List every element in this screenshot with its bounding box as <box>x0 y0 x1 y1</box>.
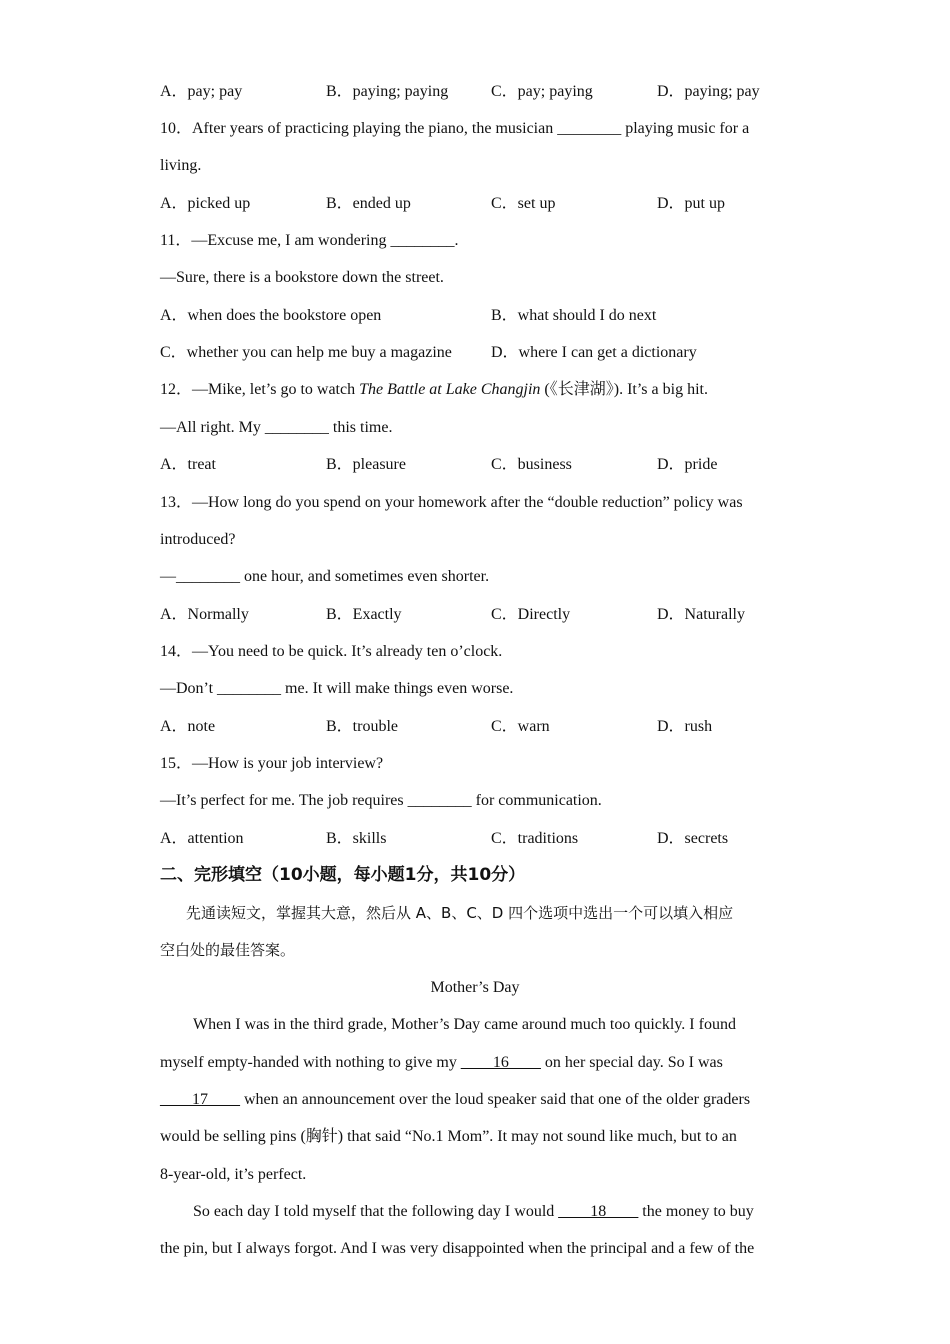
p2-line1-text-a: So each day I told myself that the following day I would <box>193 1203 559 1220</box>
p2-line1 <box>193 1202 754 1222</box>
p1-line4: would be selling pins (胸针) that said “No.1 Mom”. It may not sound like much, but to an <box>160 1128 737 1145</box>
q13-option-a[interactable]: A．Normally <box>160 606 249 623</box>
q9-option-d[interactable]: D．paying; pay <box>657 83 760 100</box>
instruction-line2: 空白处的最佳答案。 <box>160 941 296 959</box>
p1-line3-text-b: when an announcement over the loud speaker said that one of the older graders <box>240 1091 751 1108</box>
q12-option-a[interactable]: A．treat <box>160 456 216 473</box>
q14-option-c[interactable]: C．warn <box>491 718 550 735</box>
q10-stem-line2: living. <box>160 157 202 174</box>
q13-stem-line3: —________ one hour, and sometimes even shorter. <box>160 568 490 585</box>
q11-stem-line2: —Sure, there is a bookstore down the street. <box>160 269 444 286</box>
q12-option-b[interactable]: B．pleasure <box>326 456 406 473</box>
q12-stem-prefix: 12．—Mike, let’s go to watch <box>160 381 360 398</box>
q9-option-b[interactable]: B．paying; paying <box>326 83 449 100</box>
instruction-line1: 先通读短文，掌握其大意，然后从 A、B、C、D 四个选项中选出一个可以填入相应 <box>186 904 734 922</box>
q12-option-c[interactable]: C．business <box>491 456 572 473</box>
q13-option-d[interactable]: D．Naturally <box>657 606 745 623</box>
q10-option-a[interactable]: A．picked up <box>160 195 251 212</box>
q14-stem-line1: 14．—You need to be quick. It’s already ten o’clock. <box>160 643 503 660</box>
section-heading: 二、完形填空（10小题，每小题1分，共10分） <box>160 865 526 885</box>
q14-option-d[interactable]: D．rush <box>657 718 713 735</box>
q14-option-a[interactable]: A．note <box>160 718 216 735</box>
q15-stem-line2: —It’s perfect for me. The job requires ________ for communication. <box>160 792 602 809</box>
q15-option-d[interactable]: D．secrets <box>657 830 729 847</box>
p2-line2: the pin, but I always forgot. And I was very disappointed when the principal and a few of the <box>160 1240 755 1257</box>
q12-stem-suffix: (《长津湖》). It’s a big hit. <box>540 381 708 398</box>
q10-option-b[interactable]: B．ended up <box>326 195 411 212</box>
q13-option-c[interactable]: C．Directly <box>491 606 571 623</box>
p1-line1: When I was in the third grade, Mother’s Day came around much too quickly. I found <box>193 1016 736 1033</box>
q12-option-d[interactable]: D．pride <box>657 456 718 473</box>
p1-line5: 8-year-old, it’s perfect. <box>160 1166 307 1183</box>
q11-option-b[interactable]: B．what should I do next <box>491 307 657 324</box>
q11-stem-line1: 11．—Excuse me, I am wondering ________. <box>160 232 459 249</box>
p1-line2-text-a: myself empty-handed with nothing to give my <box>160 1054 461 1071</box>
q14-stem-line2: —Don’t ________ me. It will make things even worse. <box>160 680 514 697</box>
q13-option-b[interactable]: B．Exactly <box>326 606 402 623</box>
blank-18[interactable]: ____18____ <box>558 1203 639 1220</box>
p2-line1-text-b: the money to buy <box>638 1203 754 1220</box>
q15-option-b[interactable]: B．skills <box>326 830 387 847</box>
q11-option-a[interactable]: A．when does the bookstore open <box>160 307 382 324</box>
q12-stem-line2: —All right. My ________ this time. <box>160 419 393 436</box>
q10-option-c[interactable]: C．set up <box>491 195 556 212</box>
q12-movie-title: The Battle at Lake Changjin <box>359 381 541 398</box>
q13-stem-line1: 13．—How long do you spend on your homework after the “double reduction” policy was <box>160 494 743 511</box>
blank-16[interactable]: ____16____ <box>460 1054 541 1071</box>
q14-option-b[interactable]: B．trouble <box>326 718 398 735</box>
q9-option-c[interactable]: C．pay; paying <box>491 83 593 100</box>
p1-line2-text-b: on her special day. So I was <box>540 1054 723 1071</box>
passage-title: Mother’s Day <box>430 979 520 996</box>
q11-option-d[interactable]: D．where I can get a dictionary <box>491 344 697 361</box>
q10-stem-line1: 10．After years of practicing playing the piano, the musician ________ playing music for a <box>160 120 750 137</box>
q15-option-c[interactable]: C．traditions <box>491 830 579 847</box>
p1-line3 <box>160 1090 750 1110</box>
q15-option-a[interactable]: A．attention <box>160 830 244 847</box>
q10-option-d[interactable]: D．put up <box>657 195 726 212</box>
q12-stem-line1 <box>160 380 708 400</box>
q13-stem-line2: introduced? <box>160 531 236 548</box>
blank-17[interactable]: ____17____ <box>160 1091 240 1108</box>
q9-option-a[interactable]: A．pay; pay <box>160 83 243 100</box>
p1-line2 <box>160 1053 723 1073</box>
q11-option-c[interactable]: C．whether you can help me buy a magazine <box>160 344 452 361</box>
q15-stem-line1: 15．—How is your job interview? <box>160 755 384 772</box>
